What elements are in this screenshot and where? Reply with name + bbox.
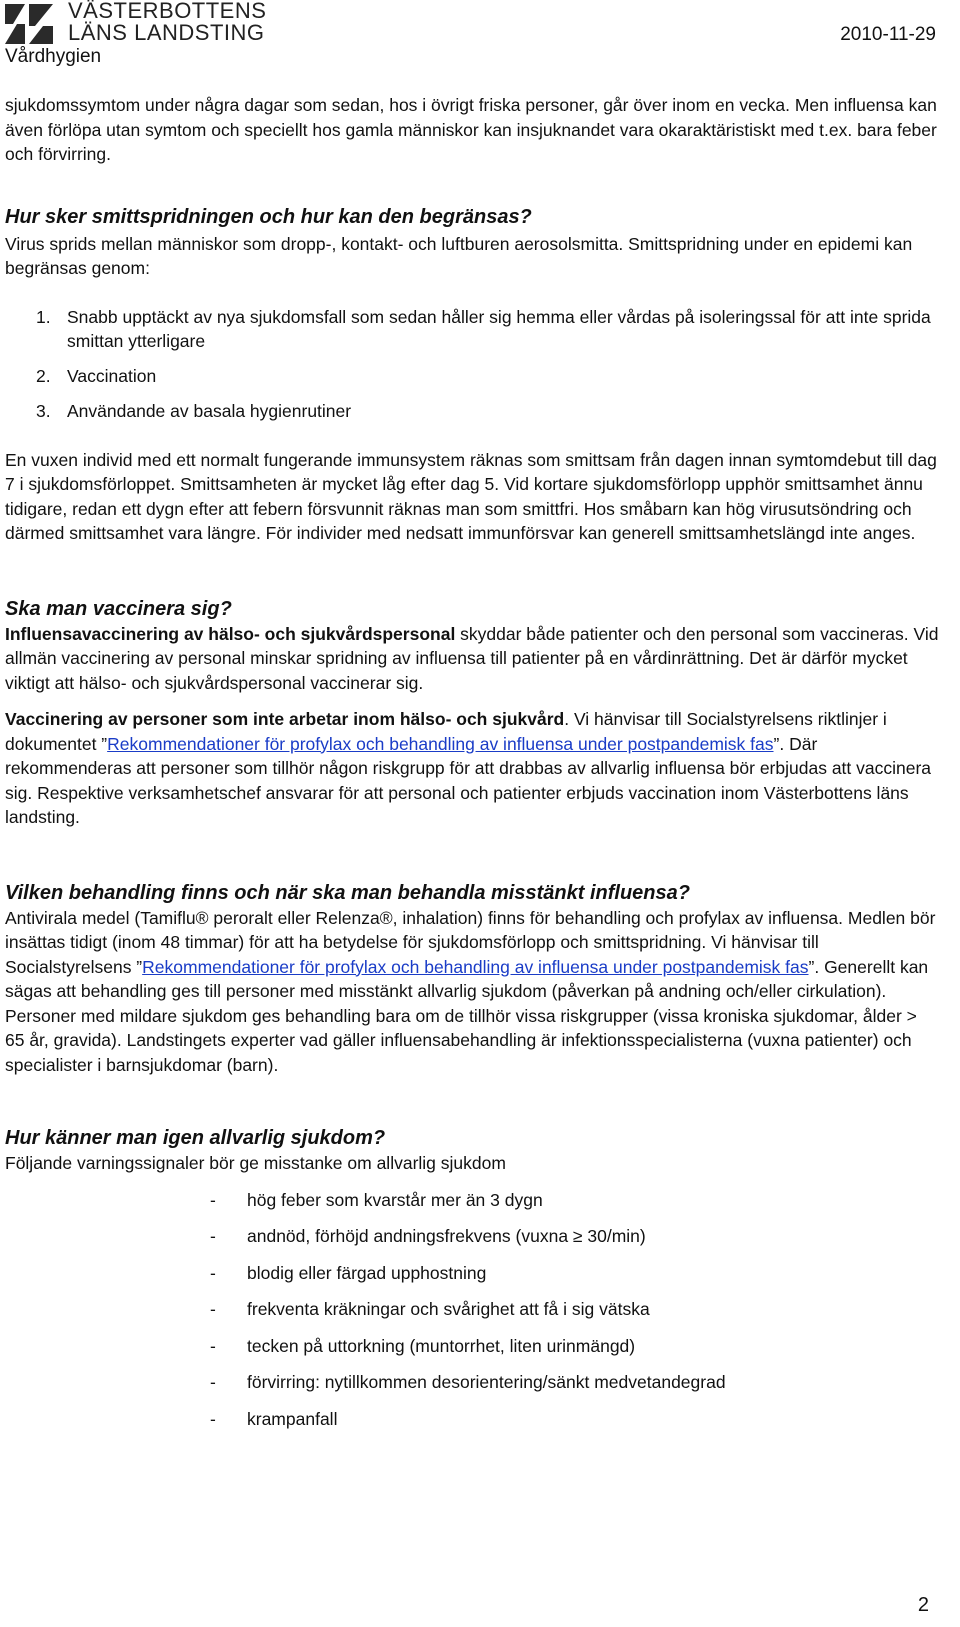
- paragraph-text: Antivirala medel (Tamiflu® peroralt eller Relenza®, inhalation) finns för behandling och profylax av influensa. Medlen bör insättas tidigt (inom 48 timmar) för att ha betydelse för sjukdomsförlopp och smittspridning. Vi hänvisar till Socialstyrelsens ”: [5, 907, 936, 977]
- heading-spread: Hur sker smittspridningen och hur kan den begränsas?: [5, 205, 532, 228]
- document-body: [5, 93, 940, 1443]
- page-number: 2: [917, 1594, 929, 1616]
- paragraph-text: ”. Där rekommenderas att personer som tillhör någon riskgrupp för att drabbas av allvarlig influensa bör erbjudas att vaccinera sig. Respektive verksamhetschef ansvarar för att personal och patienter erbjuds vaccination inom Västerbottens läns landsting.: [5, 733, 932, 827]
- paragraph-text: skyddar både patienter och den personal som vaccineras. Vid allmän vaccinering av personal minskar spridning av influensa till patienter på en vårdinrättning. Det är därför mycket viktigt att hälso- och sjukvårdspersonal vaccinerar sig.: [5, 623, 939, 693]
- recommendations-link[interactable]: Rekommendationer för profylax och behandling av influensa under postpandemisk fas: [142, 956, 809, 977]
- list-item: [5, 305, 940, 354]
- severe-intro: Följande varningssignaler bör ge misstanke om allvarlig sjukdom: [5, 1153, 506, 1173]
- list-text: Snabb upptäckt av nya sjukdomsfall som sedan håller sig hemma eller vårdas på isoleringssal för att inte sprida smittan ytterligare: [67, 306, 931, 351]
- dash-bullet: -: [210, 1299, 216, 1319]
- dash-bullet: -: [210, 1335, 216, 1356]
- heading-severe: Hur känner man igen allvarlig sjukdom?: [5, 1127, 386, 1149]
- list-item: [5, 1370, 940, 1407]
- department-label: Vårdhygien: [5, 46, 102, 67]
- list-number: 1.: [36, 306, 51, 327]
- document-date: 2010-11-29: [840, 24, 936, 45]
- list-text: Användande av basala hygienrutiner: [67, 401, 352, 421]
- list-item: [5, 1297, 940, 1334]
- logo-wordmark: [68, 0, 266, 44]
- paragraph-text: . Vi hänvisar till Socialstyrelsens riktlinjer i dokumentet ”: [5, 709, 887, 754]
- list-text: tecken på uttorkning (muntorrhet, liten urinmängd): [247, 1335, 636, 1356]
- list-text: krampanfall: [247, 1408, 338, 1429]
- spread-paragraph: Virus sprids mellan människor som dropp-, kontakt- och luftburen aerosolsmitta. Smittspridning under en epidemi kan begränsas genom:: [5, 233, 913, 278]
- vaccinate-paragraph-1: [5, 622, 940, 696]
- dash-bullet: -: [210, 1372, 216, 1392]
- list-text: blodig eller färgad upphostning: [247, 1262, 487, 1283]
- bold-phrase: Influensavaccinering av hälso- och sjukvårdspersonal: [5, 623, 456, 644]
- dash-bullet: -: [210, 1408, 216, 1429]
- list-text: Vaccination: [67, 365, 157, 386]
- logo-line-2: LÄNS LANDSTING: [68, 20, 265, 45]
- list-item: [5, 1407, 940, 1444]
- list-item: [5, 1188, 940, 1225]
- list-item: [5, 1334, 940, 1371]
- logo-line-1: VÄSTERBOTTENS: [68, 0, 267, 23]
- list-number: 2.: [36, 365, 51, 386]
- prevention-list: [5, 305, 940, 424]
- vaccinate-paragraph-2: [5, 707, 940, 830]
- recommendations-link[interactable]: Rekommendationer för profylax och behandling av influensa under postpandemisk fas: [107, 733, 774, 754]
- intro-paragraph: sjukdomssymtom under några dagar som sedan, hos i övrigt friska personer, går över inom en vecka. Men influensa kan även förlöpa utan symtom och speciellt hos gamla människor kan insjuknandet vara okaraktäristiskt med t.ex. bara feber och förvirring.: [5, 95, 937, 164]
- contagious-paragraph: En vuxen individ med ett normalt fungerande immunsystem räknas som smittsam från dagen innan symtomdebut till dag 7 i sjukdomsförloppet. Smittsamheten är mycket låg efter dag 5. Vid kortare sjukdomsförlopp upphör smittsamhet ännu tidigare, redan ett dygn efter att febern försvunnit räknas man som smittfri. Hos småbarn kan hög virusutsöndring och därmed smittsamhet vara längre. För individer med nedsatt immunförsvar kan generell smittsamhetslängd inte anges.: [5, 449, 937, 543]
- warning-signs-list: [5, 1188, 940, 1444]
- list-item: [5, 399, 940, 424]
- list-item: [5, 364, 940, 389]
- list-text: andnöd, förhöjd andningsfrekvens (vuxna ≥ 30/min): [247, 1226, 646, 1246]
- list-item: [5, 1224, 940, 1261]
- list-text: förvirring: nytillkommen desorientering/sänkt medvetandegrad: [247, 1372, 726, 1392]
- dash-bullet: -: [210, 1226, 216, 1246]
- dash-bullet: -: [210, 1262, 216, 1283]
- treatment-paragraph: [5, 906, 940, 1078]
- list-item: [5, 1261, 940, 1298]
- paragraph-text: ”. Generellt kan sägas att behandling ges till personer med misstänkt allvarlig sjukdom (påverkan på andning och/eller cirkulation). Personer med mildare sjukdom ges behandling bara om de tillhör vissa riskgrupper (vissa kroniska sjukdomar, ålder > 65 år, gravida). Landstingets experter vad gäller influensabehandling är infektionsspecialisterna (vuxna patienter) och specialister i barnsjukdomar (barn).: [5, 956, 929, 1075]
- landsting-logo-icon: [5, 4, 53, 44]
- list-text: hög feber som kvarstår mer än 3 dygn: [247, 1189, 543, 1210]
- list-number: 3.: [36, 401, 51, 421]
- dash-bullet: -: [210, 1189, 216, 1210]
- heading-vaccinate: Ska man vaccinera sig?: [5, 597, 232, 620]
- list-text: frekventa kräkningar och svårighet att få i sig vätska: [247, 1299, 650, 1319]
- bold-phrase: Vaccinering av personer som inte arbetar inom hälso- och sjukvård: [5, 709, 565, 729]
- heading-treatment: Vilken behandling finns och när ska man behandla misstänkt influensa?: [5, 881, 690, 904]
